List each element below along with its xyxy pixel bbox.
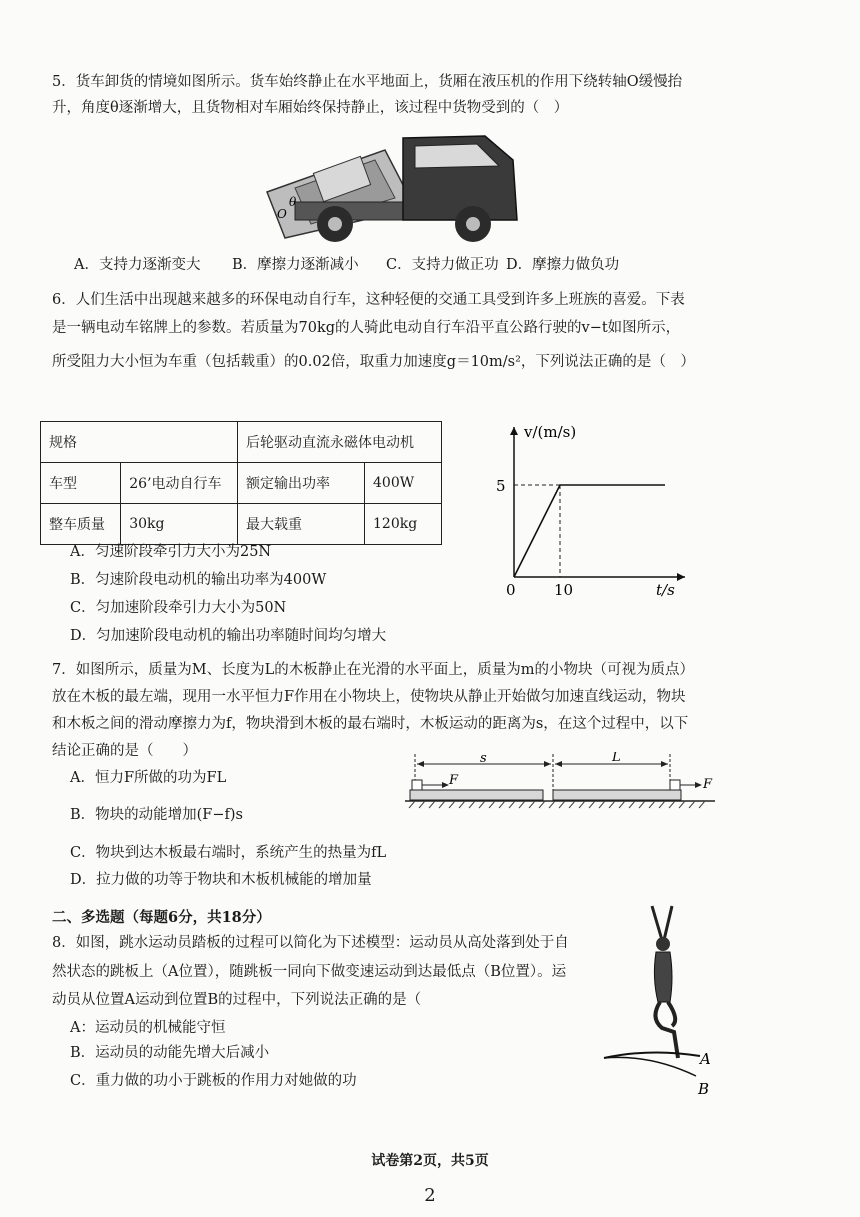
q6-option-b[interactable]: B．匀速阶段电动机的输出功率为400W — [70, 572, 327, 588]
label-b: B — [698, 1080, 710, 1098]
theta-label: θ — [289, 195, 297, 209]
table-cell: 最大载重 — [238, 504, 365, 545]
page-number: 2 — [424, 1185, 436, 1206]
q7-option-c[interactable]: C．物块到达木板最右端时，系统产生的热量为fL — [70, 845, 387, 861]
q6-option-d[interactable]: D．匀加速阶段电动机的输出功率随时间均匀增大 — [70, 628, 387, 644]
diver-figure — [600, 898, 720, 1100]
L-label: L — [612, 752, 621, 765]
q8-option-b[interactable]: B．运动员的动能先增大后减小 — [70, 1045, 270, 1061]
label-a: A — [700, 1050, 711, 1068]
axis-o-label: O — [277, 207, 287, 221]
force-F-final: F — [703, 777, 713, 792]
table-cell: 规格 — [41, 422, 238, 463]
board-position-b — [604, 1057, 696, 1076]
q7-option-d[interactable]: D．拉力做的功等于物块和木板机械能的增加量 — [70, 872, 372, 888]
spec-table — [40, 421, 442, 545]
table-row — [41, 463, 442, 504]
q8-stem-line2: 然状态的跳板上（A位置），随跳板一同向下做变速运动到达最低点（B位置）。运 — [52, 964, 567, 980]
t-tick-10: 10 — [554, 581, 574, 599]
q5-option-d[interactable]: D．摩擦力做负功 — [506, 257, 620, 273]
q8-option-a[interactable]: A：运动员的机械能守恒 — [70, 1020, 226, 1036]
t-axis-label: t/s — [656, 581, 675, 599]
board-initial — [410, 790, 543, 800]
origin-label: 0 — [506, 581, 516, 599]
q8-stem-line3: 动员从位置A运动到位置B的过程中，下列说法正确的是（ — [52, 992, 422, 1008]
diver-head — [656, 937, 670, 951]
q6-stem-line3: 所受阻力大小恒为车重（包括载重）的0.02倍，取重力加速度g＝10m/s²，下列说法正确的是（ ） — [52, 354, 695, 370]
section2-heading: 二、多选题（每题6分，共18分） — [52, 909, 271, 926]
force-F-initial: F — [449, 773, 459, 788]
block-initial — [412, 780, 422, 790]
truck-figure — [255, 120, 555, 250]
q7-stem-line1: 7．如图所示，质量为M、长度为L的木板静止在光滑的水平面上，质量为m的小物块（可视为质点） — [52, 662, 694, 678]
q7-option-a[interactable]: A．恒力F所做的功为FL — [70, 770, 227, 786]
table-cell: 车型 — [41, 463, 121, 504]
q5-option-c[interactable]: C．支持力做正功 — [386, 257, 499, 273]
q5-option-a[interactable]: A．支持力逐渐变大 — [74, 257, 201, 273]
block-final — [670, 780, 680, 790]
table-row — [41, 504, 442, 545]
q7-stem-line3: 和木板之间的滑动摩擦力为f，物块滑到木板的最右端时，木板运动的距离为s，在这个过程中，以下 — [52, 716, 689, 732]
table-cell: 30kg — [121, 504, 238, 545]
q6-stem-line2: 是一辆电动车铭牌上的参数。若质量为70kg的人骑此电动自行车沿平直公路行驶的v−t如图所示， — [52, 320, 681, 336]
q7-stem-line4: 结论正确的是（ ） — [52, 743, 197, 759]
q5-option-b[interactable]: B．摩擦力逐渐减小 — [232, 257, 359, 273]
table-cell: 后轮驱动直流永磁体电动机 — [238, 422, 442, 463]
table-cell: 26’电动自行车 — [121, 463, 238, 504]
table-cell: 120kg — [365, 504, 442, 545]
board-block-figure — [405, 752, 725, 817]
vt-curve — [514, 485, 665, 577]
q8-option-c[interactable]: C．重力做的功小于跳板的作用力对她做的功 — [70, 1073, 357, 1089]
table-row — [41, 422, 442, 463]
q6-option-c[interactable]: C．匀加速阶段牵引力大小为50N — [70, 600, 287, 616]
vt-graph — [490, 415, 700, 605]
table-cell: 整车质量 — [41, 504, 121, 545]
table-cell: 400W — [365, 463, 442, 504]
q6-option-a[interactable]: A．匀速阶段牵引力大小为25N — [70, 544, 272, 560]
q8-stem-line1: 8．如图，跳水运动员踏板的过程可以简化为下述模型：运动员从高处落到处于自 — [52, 935, 569, 951]
v-tick-5: 5 — [496, 477, 506, 495]
q6-stem-line1: 6．人们生活中出现越来越多的环保电动自行车，这种轻便的交通工具受到许多上班族的喜爱。下表 — [52, 292, 685, 308]
q7-option-b[interactable]: B．物块的动能增加(F−f)s — [70, 807, 243, 823]
s-label: s — [480, 752, 487, 766]
q5-stem-line2: 升，角度θ逐渐增大，且货物相对车厢始终保持静止，该过程中货物受到的（ ） — [52, 100, 569, 116]
v-axis-label: v/(m/s) — [524, 423, 577, 441]
q7-stem-line2: 放在木板的最左端，现用一水平恒力F作用在小物块上，使物块从静止开始做匀加速直线运动，物块 — [52, 689, 686, 705]
board-final — [553, 790, 681, 800]
table-cell: 额定输出功率 — [238, 463, 365, 504]
q5-stem-line1: 5．货车卸货的情境如图所示。货车始终静止在水平地面上，货厢在液压机的作用下绕转轴O缓慢抬 — [52, 74, 683, 90]
page-footer: 试卷第2页，共5页 — [371, 1153, 489, 1169]
